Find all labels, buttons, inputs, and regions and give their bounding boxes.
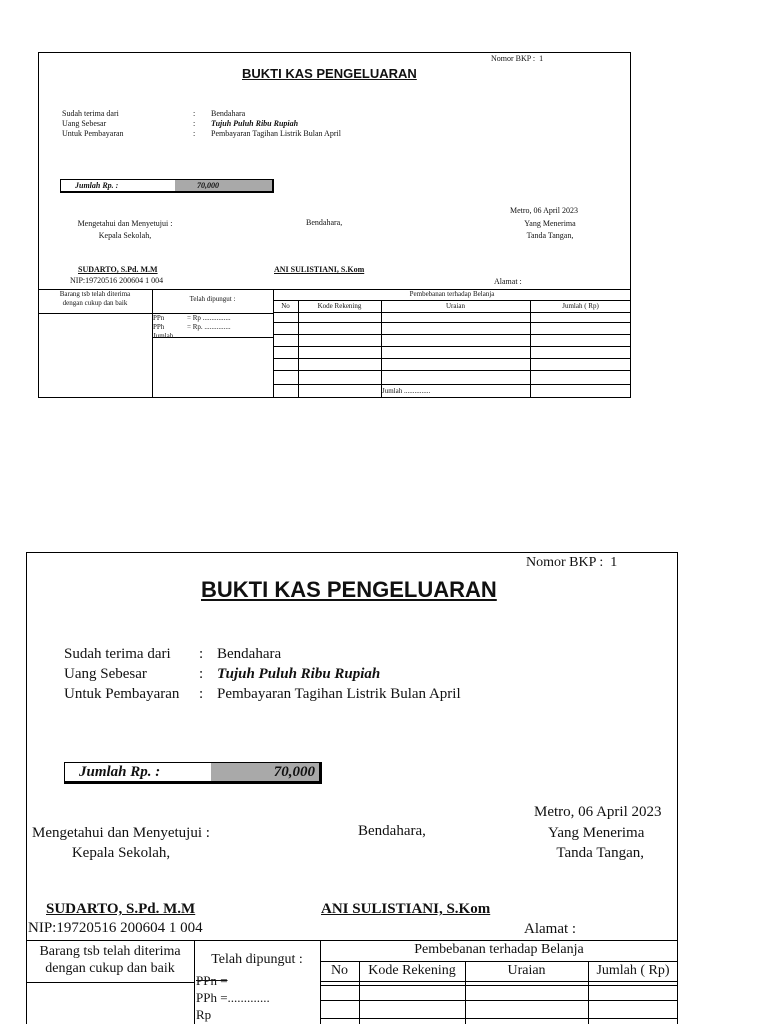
amount-value-zoom: 70,000: [211, 763, 319, 781]
tax-names: PPn PPh Jumlah: [153, 314, 174, 340]
collected-header: Telah dipungut :: [189, 295, 236, 303]
approver-block-zoom: Mengetahui dan Menyetujui : Kepala Sekolah,: [32, 825, 210, 861]
column-jumlah: Jumlah ( Rp): [562, 302, 599, 310]
approver-name-zoom: SUDARTO, S.Pd. M.M: [46, 901, 196, 917]
amount-value: 70,000: [175, 180, 272, 191]
approver-block: Mengetahui dan Menyetujui : Kepala Sekolah,: [77, 219, 173, 240]
receiver-block: Yang Menerima Tanda Tangan,: [524, 219, 576, 240]
field-labels: Sudah terima dari Uang Sebesar Untuk Pembayaran: [62, 109, 124, 138]
collected-header-zoom: Telah dipungut :: [211, 952, 303, 967]
tax-values: = Rp ................ = Rp. ...............: [187, 314, 231, 331]
approver-name: SUDARTO, S.Pd. M.M: [78, 265, 158, 274]
table-header: Pembebanan terhadap Belanja: [409, 290, 495, 298]
amount-label: Jumlah Rp. :: [61, 180, 175, 191]
treasurer-name: ANI SULISTIANI, S.Kom: [274, 265, 365, 274]
treasurer-title-zoom: Bendahara,: [358, 823, 426, 839]
place-date: Metro, 06 April 2023: [510, 206, 578, 215]
column-no: No: [281, 302, 290, 310]
treasurer-name-zoom: ANI SULISTIANI, S.Kom: [321, 901, 491, 917]
column-kode-rekening: Kode Rekening: [317, 302, 362, 310]
column-uraian: Uraian: [445, 302, 466, 310]
bkp-number-label-zoom: Nomor BKP : 1: [526, 555, 618, 570]
receiver-block-zoom: Yang Menerima Tanda Tangan,: [548, 825, 645, 861]
treasurer-title: Bendahara,: [306, 218, 343, 227]
place-date-zoom: Metro, 06 April 2023: [534, 804, 662, 820]
page-title-zoom: BUKTI KAS PENGELUARAN: [201, 577, 497, 602]
table-total-label: Jumlah ...............: [382, 387, 431, 395]
tax-rows-zoom: PPn = PPh =............. Rp: [196, 973, 270, 1022]
goods-received-note: Barang tsb telah diterima dengan cukup dan baik: [59, 290, 131, 307]
amount-box-zoom: [64, 762, 322, 784]
column-uraian-zoom: Uraian: [507, 963, 546, 978]
approver-nip-zoom: NIP:19720516 200604 1 004: [28, 920, 203, 936]
approver-nip: NIP:19720516 200604 1 004: [70, 276, 164, 285]
column-no-zoom: No: [330, 963, 349, 978]
field-values: Bendahara Tujuh Puluh Ribu Rupiah Pembayaran Tagihan Listrik Bulan April: [211, 109, 341, 138]
amount-box: [60, 179, 274, 193]
field-values-zoom: Bendahara Tujuh Puluh Ribu Rupiah Pembayaran Tagihan Listrik Bulan April: [217, 646, 461, 702]
field-separators-zoom: : : :: [199, 646, 204, 702]
page-title: BUKTI KAS PENGELUARAN: [242, 66, 417, 81]
field-labels-zoom: Sudah terima dari Uang Sebesar Untuk Pembayaran: [64, 646, 180, 702]
amount-label-zoom: Jumlah Rp. :: [65, 763, 211, 781]
column-kode-rekening-zoom: Kode Rekening: [368, 963, 456, 978]
alamat-label-zoom: Alamat :: [524, 921, 577, 937]
table-header-zoom: Pembebanan terhadap Belanja: [414, 942, 584, 957]
column-jumlah-zoom: Jumlah ( Rp): [596, 963, 670, 978]
alamat-label: Alamat :: [494, 277, 522, 286]
goods-received-note-zoom: Barang tsb telah diterima dengan cukup dan baik: [39, 944, 181, 976]
field-separators: : : :: [193, 109, 196, 138]
bkp-number-label: Nomor BKP : 1: [491, 54, 544, 63]
